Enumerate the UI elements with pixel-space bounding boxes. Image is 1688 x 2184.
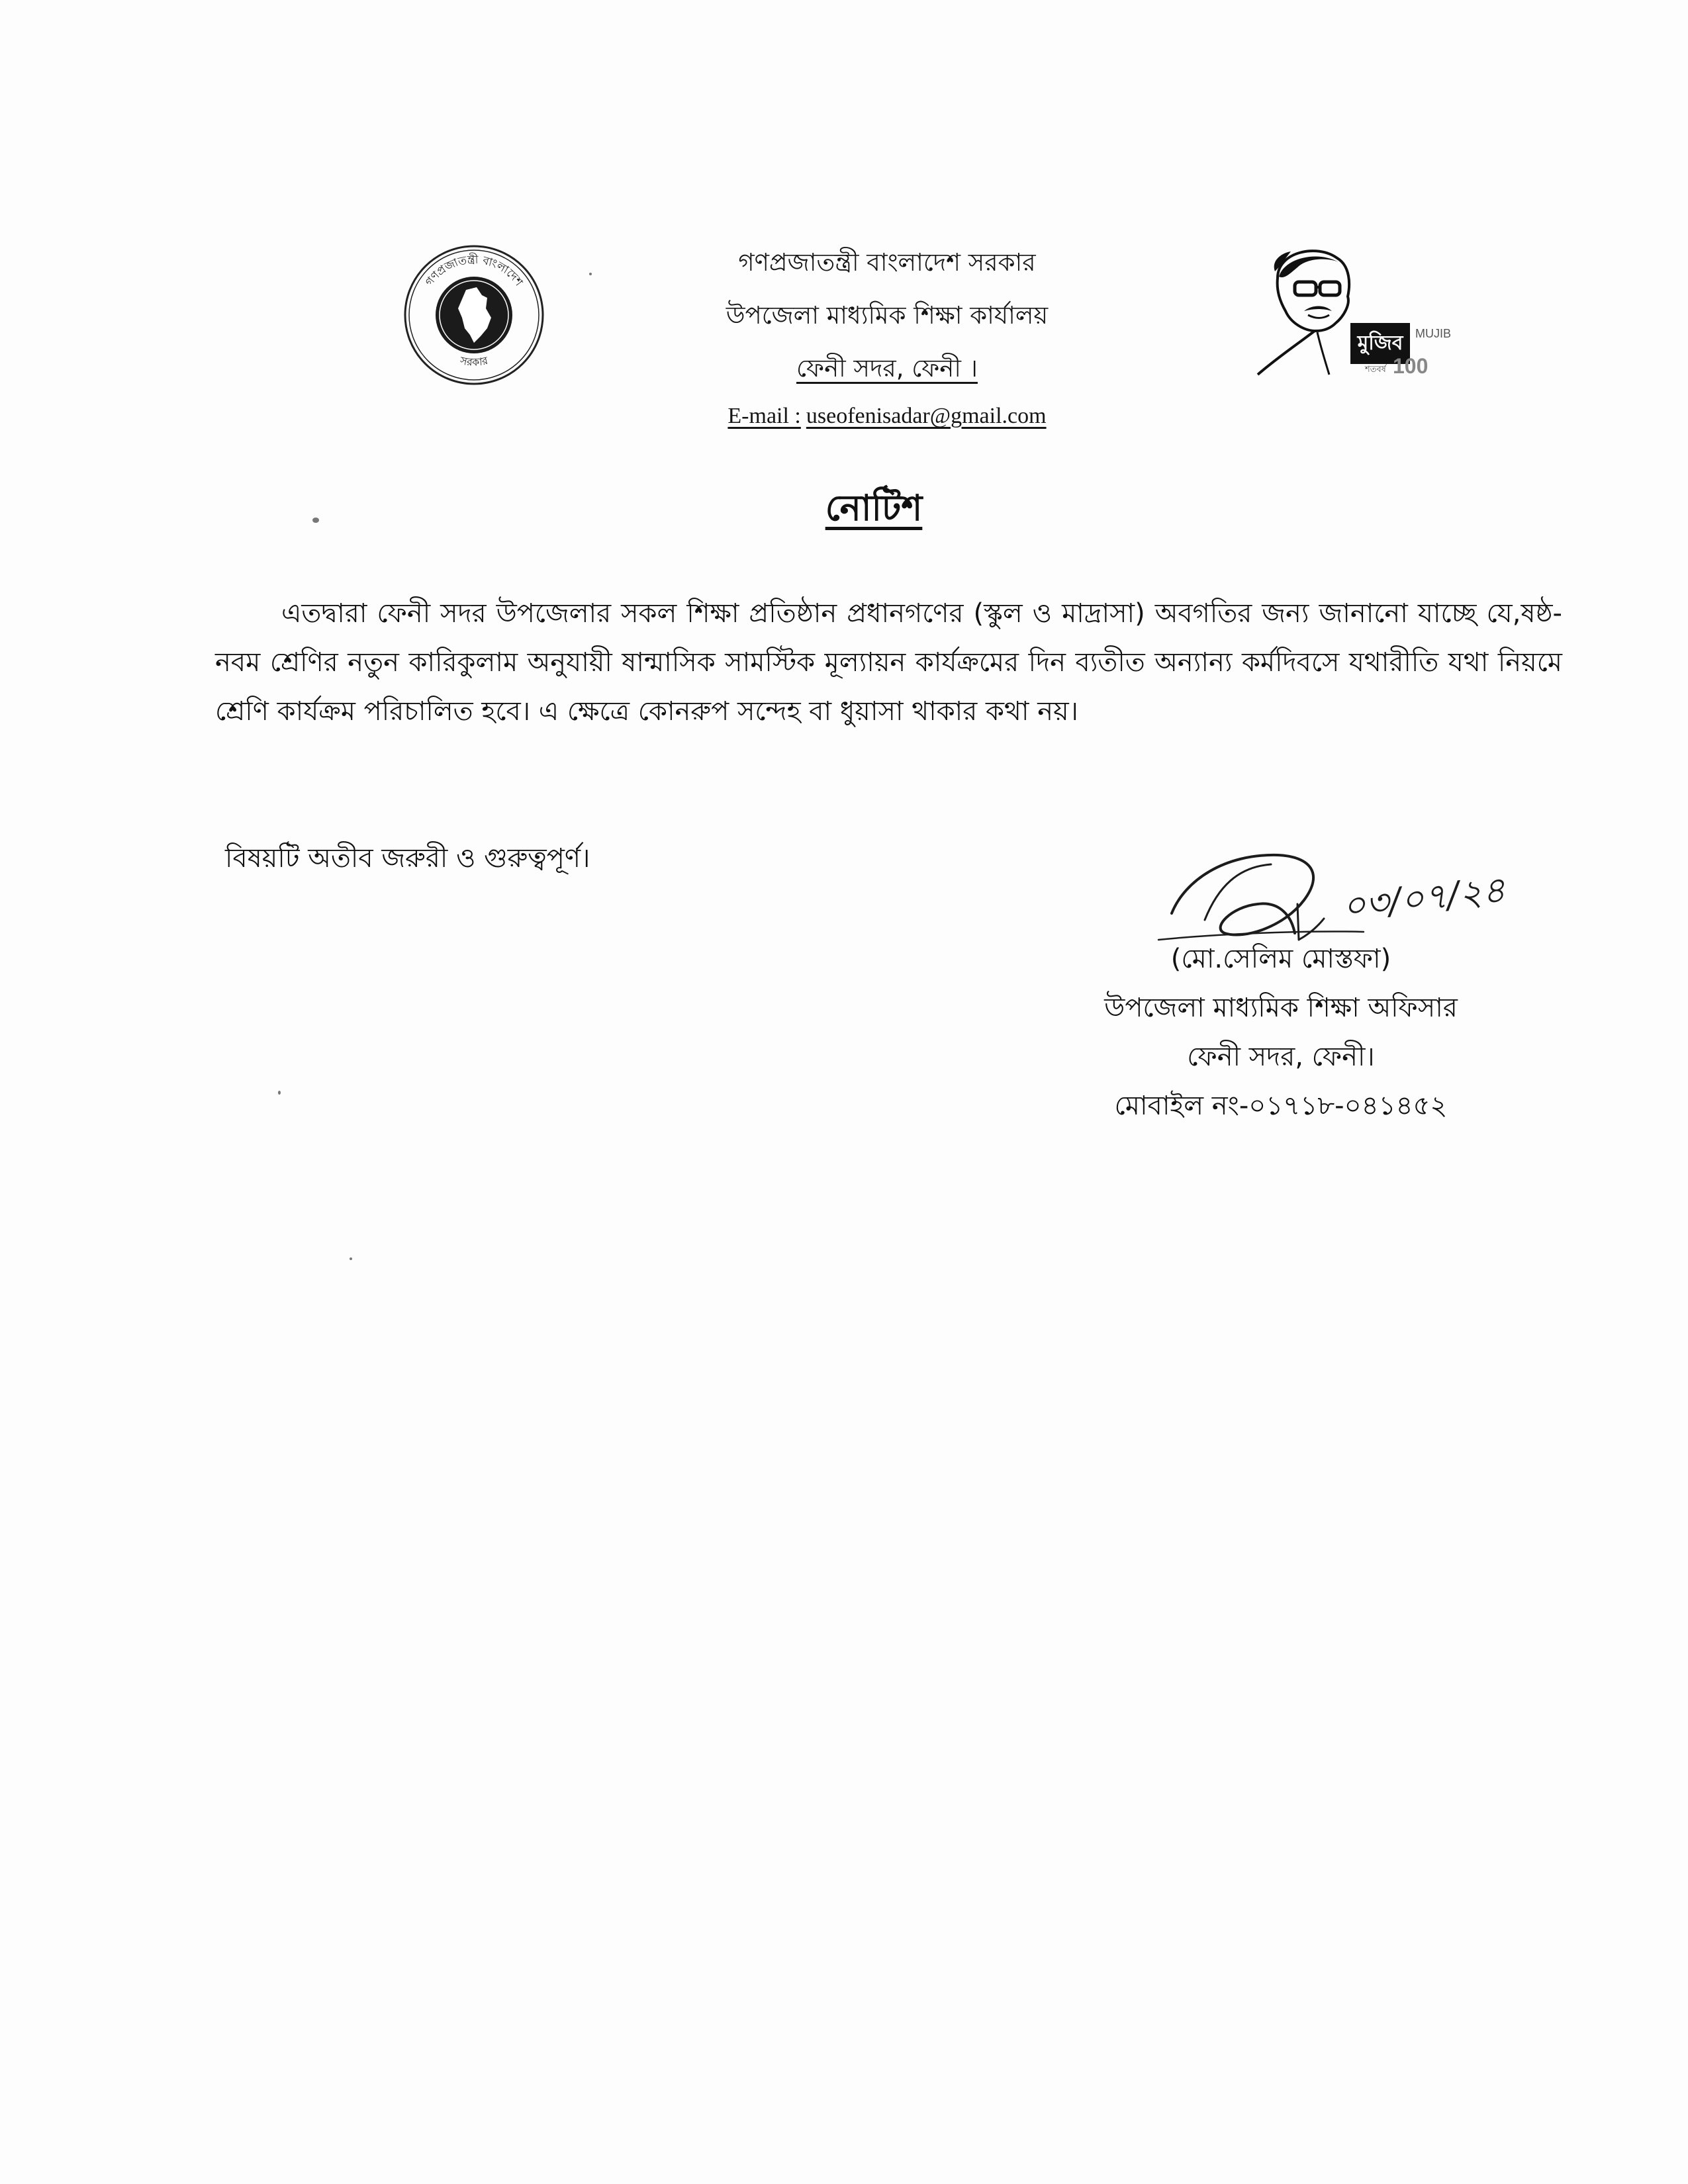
svg-text:সরকার (458, 354, 490, 369)
scan-speck (312, 518, 319, 523)
signatory-mobile: মোবাইল নং-০১৭১৮-০৪১৪৫২ (1114, 1091, 1448, 1121)
notice-title: নোটিশ (825, 487, 923, 529)
logo-text-en: MUJIB (1415, 327, 1451, 340)
notice-closing: বিষয়টি অতীব জরুরী ও গুরুত্বপূর্ণ। (225, 843, 590, 874)
office-location: ফেনী সদর, ফেনী । (796, 354, 978, 383)
email-label: E-mail : (727, 404, 801, 428)
scan-speck (350, 1257, 352, 1260)
email-line (629, 400, 1145, 433)
logo-text-sub: শতবর্ষ (1365, 365, 1386, 375)
seal-text-top: গণপ্রজাতন্ত্রী বাংলাদেশ (422, 253, 526, 289)
logo-text-bn: মুজিব (1357, 332, 1403, 355)
signatory-location: ফেনী সদর, ফেনী। (1187, 1042, 1375, 1072)
scan-speck (589, 273, 592, 275)
government-seal-icon (402, 244, 545, 387)
mujib-100-logo-icon (1251, 238, 1451, 378)
government-name: গণপ্রজাতন্ত্রী বাংলাদেশ সরকার (738, 248, 1036, 277)
seal-text-bottom: সরকার (459, 353, 489, 369)
signatory-name: (মো.সেলিম মোস্তফা) (1170, 944, 1391, 974)
scan-speck (278, 1091, 281, 1095)
handwritten-date: ০৩/০৭/২৪ (1340, 868, 1507, 927)
office-name: উপজেলা মাধ্যমিক শিক্ষা কার্যালয় (726, 301, 1049, 330)
logo-number: 100 (1393, 354, 1429, 378)
notice-body: এতদ্বারা ফেনী সদর উপজেলার সকল শিক্ষা প্রতিষ্ঠান প্রধানগণের (স্কুল ও মাদ্রাসা) অবগতির জন্য জানানো যাচ্ছে যে,ষষ্ঠ-নবম শ্রেণির নতুন কারিকুলাম অনুযায়ী ষান্মাসিক সামস্টিক মূল্যায়ন কার্যক্রমের দিন ব্যতীত অন্যান্য কর্মদিবসে যথারীতি যথা নিয়মে শ্রেণি কার্যক্রম পরিচালিত হবে। এ ক্ষেত্রে কোনরুপ সন্দেহ বা ধুয়াসা থাকার কথা নয়। (215, 598, 1562, 727)
signatory-designation: উপজেলা মাধ্যমিক শিক্ষা অফিসার (1104, 993, 1458, 1023)
signature-block (1006, 934, 1556, 1130)
email-address: useofenisadar@gmail.com (806, 404, 1047, 428)
